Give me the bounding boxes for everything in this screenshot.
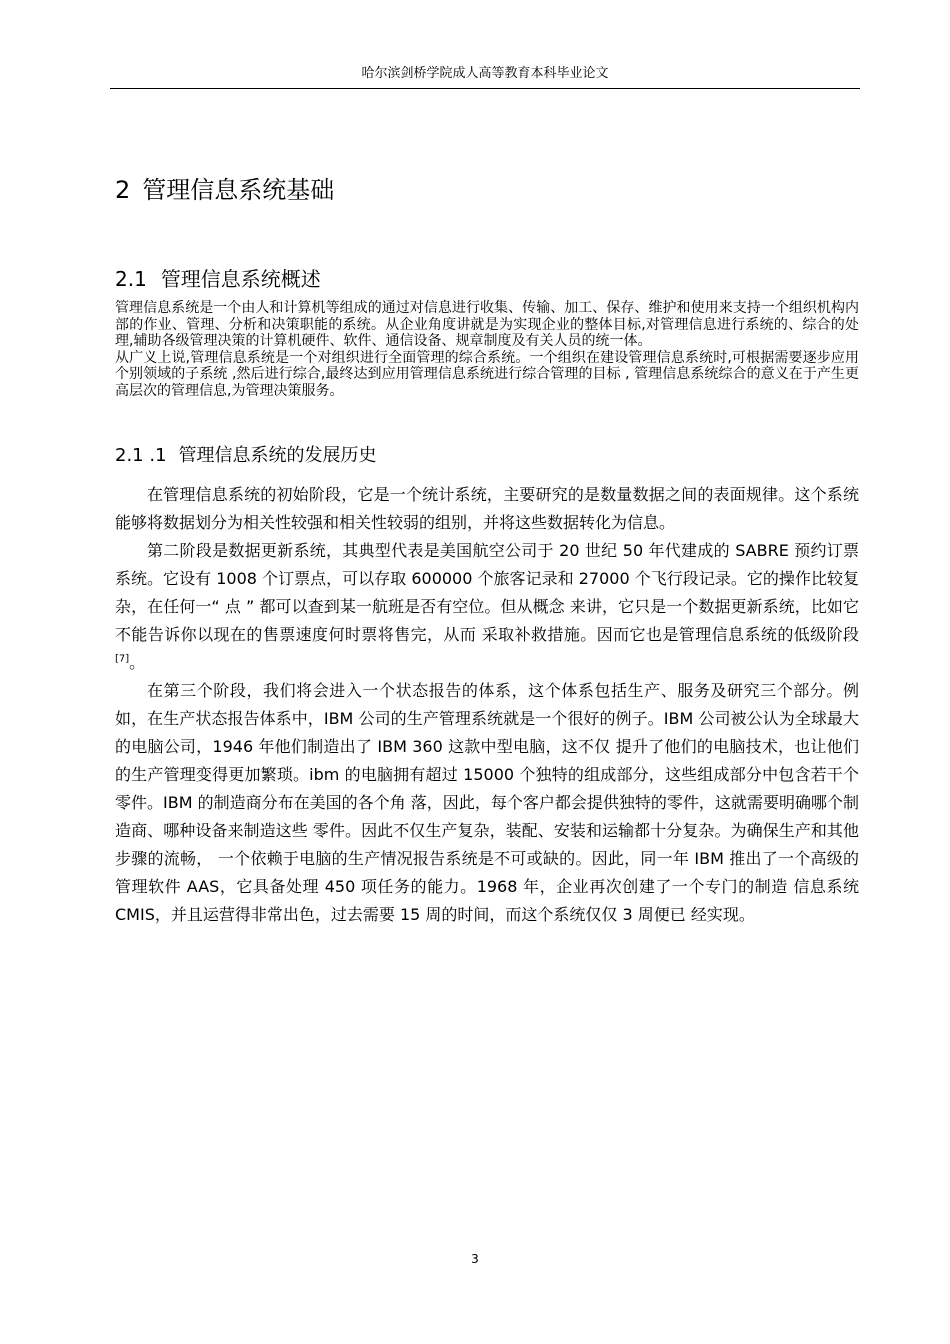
section-title: 管理信息系统概述 xyxy=(160,267,321,291)
subsection-number: 2.1 .1 xyxy=(115,445,167,466)
chapter-title: 管理信息系统基础 xyxy=(142,176,335,204)
body-paragraph-2-text: 第二阶段是数据更新系统，其典型代表是美国航空公司于 20 世纪 50 年代建成的 SABRE 预约订票系统。它设有 1008 个订票点，可以存取 600000 个旅客记录和 27000 个飞行段记录。它的操作比较复杂，在任何一“ 点 ” 都可以查到某一航班是否有空位。但从概念 来讲，它只是一个数据更新系统，比如它不能告诉你以现在的售票速度何时票将售完，从而 采取补救措施。因而它也是管理信息系统的低级阶段 xyxy=(115,541,859,644)
header-title: 哈尔滨剑桥学院成人高等教育本科毕业论文 xyxy=(361,66,609,81)
body-text xyxy=(115,481,859,929)
subsection-heading xyxy=(115,442,377,470)
page-header xyxy=(110,62,860,89)
citation-reference: [7] xyxy=(115,653,130,665)
body-paragraph-2 xyxy=(115,537,859,677)
chapter-number: 2 xyxy=(115,176,131,204)
section-number: 2.1 xyxy=(115,267,147,291)
section-heading xyxy=(115,264,321,294)
summary-paragraph-1: 管理信息系统是一个由人和计算机等组成的通过对信息进行收集、传输、加工、保存、维护和使用来支持一个组织机构内部的作业、管理、分析和决策职能的系统。从企业角度讲就是为实现企业的整体目标,对管理信息进行系统的、综合的处理,辅助各级管理决策的计算机硬件、软件、通信设备、规章制度及有关人员的统一体。 xyxy=(115,300,859,349)
chapter-heading xyxy=(115,170,334,210)
page-number: 3 xyxy=(471,1252,479,1266)
body-paragraph-2-end: 。 xyxy=(129,653,146,672)
subsection-title: 管理信息系统的发展历史 xyxy=(178,445,377,466)
body-paragraph-3: 在第三个阶段，我们将会进入一个状态报告的体系，这个体系包括生产、服务及研究三个部分。例如，在生产状态报告体系中，IBM 公司的生产管理系统就是一个很好的例子。IBM 公司被公认为全球最大的电脑公司，1946 年他们制造出了 IBM 360 这款中型电脑，这不仅 提升了他们的电脑技术，也让他们的生产管理变得更加繁琐。ibm 的电脑拥有超过 15000 个独特的组成部分，这些组成部分中包含若干个零件。IBM 的制造商分布在美国的各个角 落，因此，每个客户都会提供独特的零件，这就需要明确哪个制造商、哪种设备来制造这些 零件。因此不仅生产复杂，装配、安装和运输都十分复杂。为确保生产和其他步骤的流畅， 一个依赖于电脑的生产情况报告系统是不可或缺的。因此，同一年 IBM 推出了一个高级的 管理软件 AAS，它具备处理 450 项任务的能力。1968 年，企业再次创建了一个专门的制造 信息系统 CMIS，并且运营得非常出色，过去需要 15 周的时间，而这个系统仅仅 3 周便已 经实现。 xyxy=(115,681,859,924)
section-summary xyxy=(115,300,859,399)
summary-paragraph-2: 从广义上说,管理信息系统是一个对组织进行全面管理的综合系统。一个组织在建设管理信息系统时,可根据需要逐步应用个别领域的子系统 ,然后进行综合,最终达到应用管理信息系统进行综合管理的目标 , 管理信息系统综合的意义在于产生更高层次的管理信息,为管理决策服务。 xyxy=(115,349,859,399)
body-paragraph-1: 在管理信息系统的初始阶段，它是一个统计系统，主要研究的是数量数据之间的表面规律。这个系统能够将数据划分为相关性较强和相关性较弱的组别，并将这些数据转化为信息。 xyxy=(115,485,859,532)
